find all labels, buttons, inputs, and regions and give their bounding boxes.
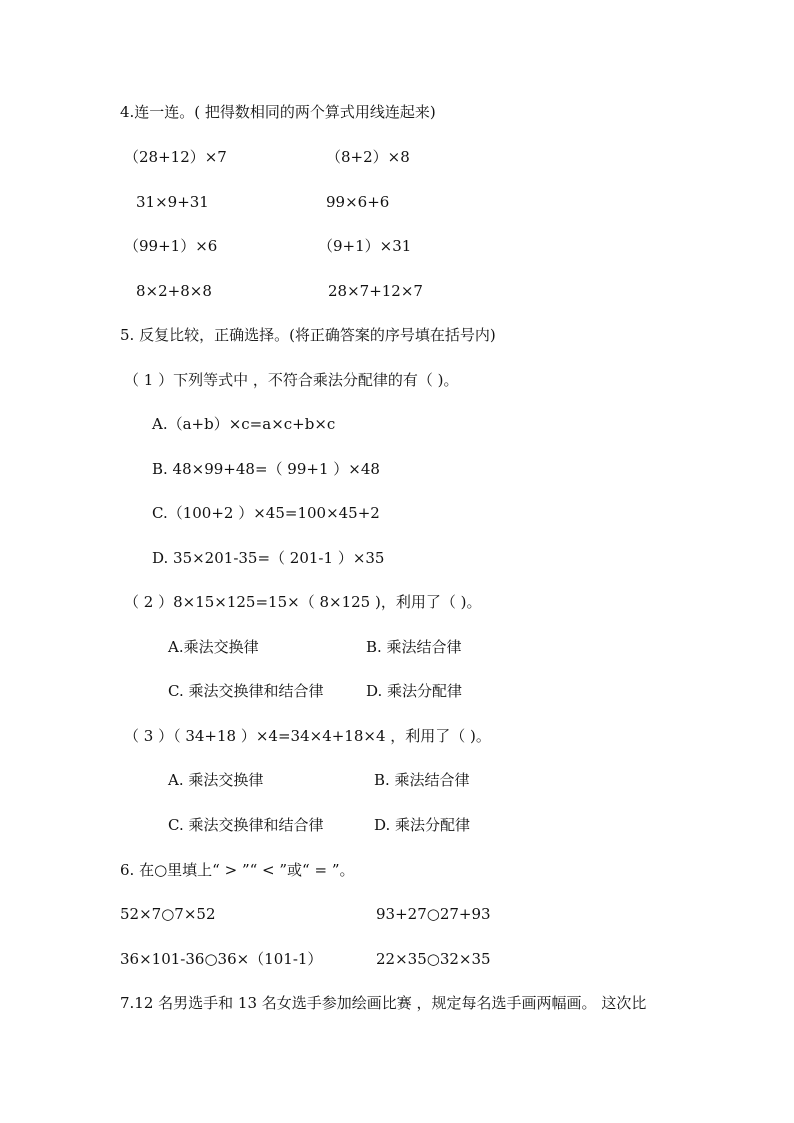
q4-right-expr: 99×6+6 — [326, 193, 390, 211]
q5-sub2-option: B. 乘法结合律 — [366, 638, 462, 656]
q4-left-expr: （99+1）×6 — [124, 237, 218, 255]
q4-right-expr: （9+1）×31 — [318, 237, 412, 255]
q5-sub2-option: A.乘法交换律 — [168, 638, 259, 656]
q6-item: 22×35○32×35 — [376, 950, 491, 968]
q5-title: 5. 反复比较，正确选择。(将正确答案的序号填在括号内) — [120, 326, 496, 344]
q5-sub2-option: D. 乘法分配律 — [366, 682, 463, 700]
q4-left-expr: 31×9+31 — [136, 193, 209, 211]
q4-right-expr: （8+2）×8 — [326, 148, 410, 166]
q5-sub1-option: D. 35×201-35=（ 201-1 ）×35 — [152, 549, 385, 567]
q5-sub1-option: C.（100+2 ）×45=100×45+2 — [152, 504, 380, 522]
q5-sub2-stem: （ 2 ）8×15×125=15×（ 8×125 )，利用了（ )。 — [124, 593, 482, 611]
q5-sub3-option: B. 乘法结合律 — [374, 771, 470, 789]
q4-left-expr: （28+12）×7 — [124, 148, 227, 166]
q4-right-expr: 28×7+12×7 — [328, 282, 423, 300]
q5-sub1-stem: （ 1 ）下列等式中 ，不符合乘法分配律的有（ )。 — [124, 371, 459, 389]
q5-sub3-option: D. 乘法分配律 — [374, 816, 471, 834]
q7-title: 7.12 名男选手和 13 名女选手参加绘画比赛 ，规定每名选手画两幅画。 这次比 — [120, 994, 647, 1012]
q6-item: 52×7○7×52 — [120, 905, 216, 923]
q6-item: 93+27○27+93 — [376, 905, 491, 923]
q4-title: 4.连一连。( 把得数相同的两个算式用线连起来) — [120, 103, 436, 121]
q5-sub3-option: A. 乘法交换律 — [168, 771, 264, 789]
q5-sub3-stem: （ 3 ）（ 34+18 ）×4=34×4+18×4 ，利用了（ )。 — [124, 727, 491, 745]
q5-sub3-option: C. 乘法交换律和结合律 — [168, 816, 324, 834]
q5-sub1-option: A.（a+b）×c=a×c+b×c — [152, 415, 336, 433]
q6-item: 36×101-36○36×（101-1） — [120, 950, 323, 968]
q6-title: 6. 在○里填上“ > ”“ < ”或“ = ”。 — [120, 861, 355, 879]
q4-left-expr: 8×2+8×8 — [136, 282, 212, 300]
q5-sub1-option: B. 48×99+48=（ 99+1 ）×48 — [152, 460, 380, 478]
q5-sub2-option: C. 乘法交换律和结合律 — [168, 682, 324, 700]
